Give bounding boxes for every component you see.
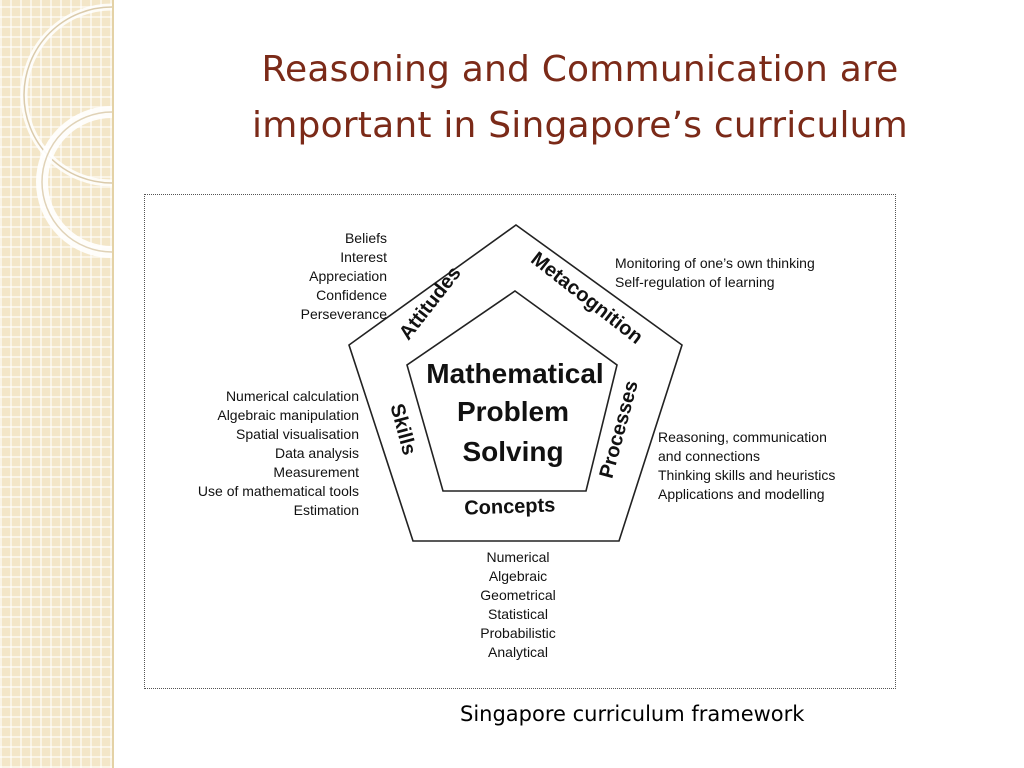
ring-label-metacognition: Metacognition xyxy=(526,247,647,349)
metacognition-item: Self-regulation of learning xyxy=(615,274,775,290)
processes-list xyxy=(658,429,835,502)
framework-figure xyxy=(144,194,896,689)
skills-item: Measurement xyxy=(273,464,359,480)
skills-item: Data analysis xyxy=(274,445,359,461)
skills-list xyxy=(198,388,359,518)
metacognition-list xyxy=(615,255,815,290)
concepts-item: Probabilistic xyxy=(480,625,556,641)
slide-title-line-1: Reasoning and Communication are xyxy=(261,49,899,90)
decorative-rings xyxy=(0,0,112,768)
decorative-side-strip xyxy=(0,0,114,768)
processes-item: Thinking skills and heuristics xyxy=(658,467,836,483)
attitudes-item: Perseverance xyxy=(300,306,387,322)
skills-item: Estimation xyxy=(293,502,359,518)
framework-diagram xyxy=(145,195,895,688)
slide-title-line-2: important in Singapore’s curriculum xyxy=(252,105,908,146)
ring-label-attitudes: Attitudes xyxy=(394,262,466,345)
center-line-3: Solving xyxy=(462,436,564,467)
concepts-item: Analytical xyxy=(488,644,548,660)
metacognition-item: Monitoring of one’s own thinking xyxy=(615,255,815,271)
concepts-item: Algebraic xyxy=(488,568,548,584)
skills-item: Numerical calculation xyxy=(225,388,359,404)
skills-item: Algebraic manipulation xyxy=(217,407,359,423)
center-line-2: Problem xyxy=(456,396,570,427)
concepts-item: Statistical xyxy=(488,606,548,622)
processes-item: Applications and modelling xyxy=(658,486,825,502)
attitudes-item: Interest xyxy=(340,249,387,265)
attitudes-item: Appreciation xyxy=(309,268,387,284)
center-line-1: Mathematical xyxy=(426,358,604,389)
skills-item: Spatial visualisation xyxy=(236,426,359,442)
concepts-item: Numerical xyxy=(486,549,550,565)
figure-caption: Singapore curriculum framework xyxy=(460,702,805,726)
ring-label-concepts: Concepts xyxy=(463,494,556,520)
ring-label-processes: Processes xyxy=(595,378,643,481)
concepts-list xyxy=(480,549,555,660)
processes-item: Reasoning, communication xyxy=(658,429,827,445)
attitudes-item: Beliefs xyxy=(344,230,387,246)
attitudes-list xyxy=(301,230,388,322)
skills-item: Use of mathematical tools xyxy=(197,483,359,499)
ring-label-skills: Skills xyxy=(385,401,421,458)
concepts-item: Geometrical xyxy=(480,587,556,603)
processes-item: and connections xyxy=(658,448,760,464)
attitudes-item: Confidence xyxy=(316,287,387,303)
slide-title xyxy=(160,42,1000,154)
